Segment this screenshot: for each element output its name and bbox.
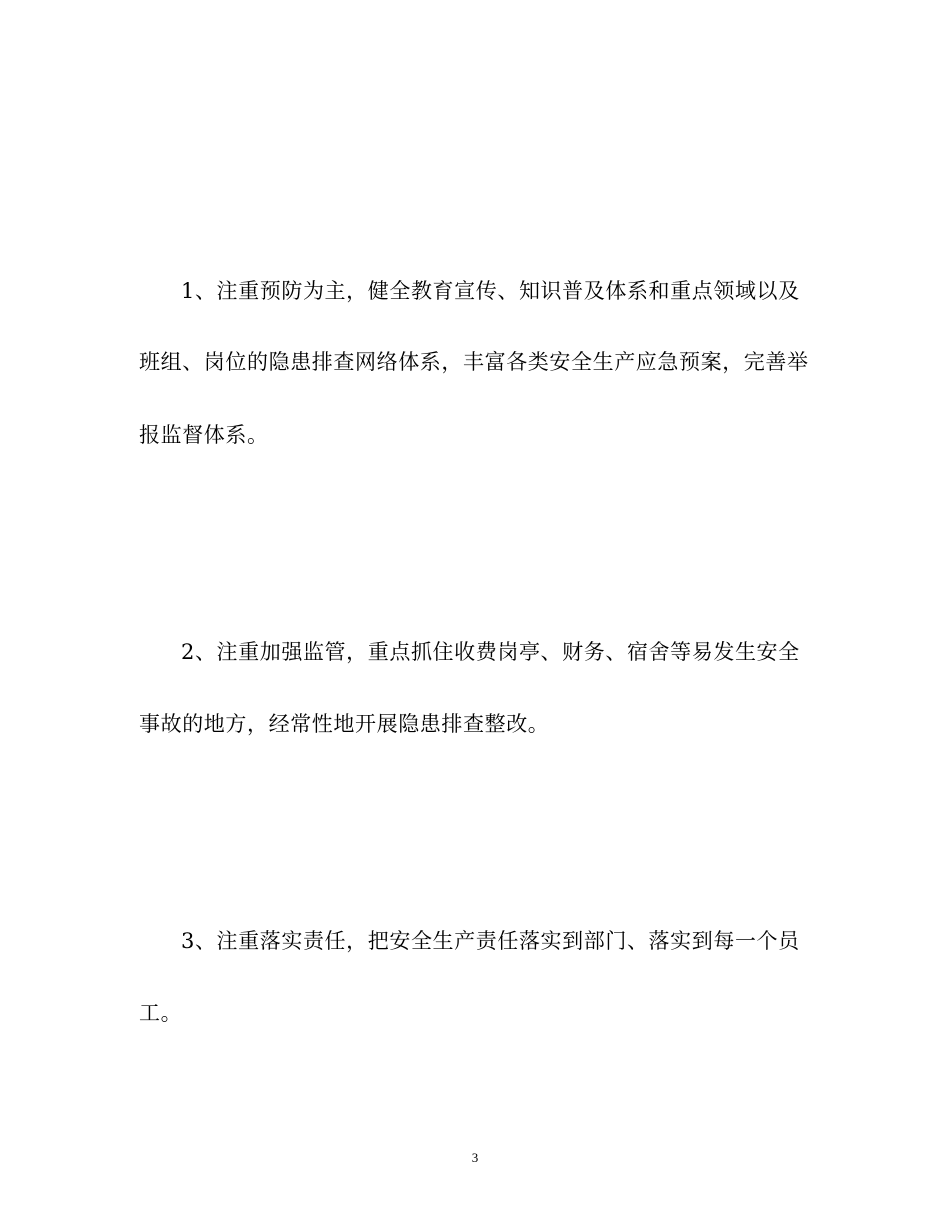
paragraph-line: 1、注重预防为主，健全教育宣传、知识普及体系和重点领域以及 xyxy=(181,279,800,303)
paragraph-line: 事故的地方，经常性地开展隐患排查整改。 xyxy=(139,712,550,736)
page-number: 3 xyxy=(471,1150,479,1165)
paragraph-line: 班组、岗位的隐患排查网络体系，丰富各类安全生产应急预案，完善举 xyxy=(139,350,809,374)
paragraph-line: 3、注重落实责任，把安全生产责任落实到部门、落实到每一个员 xyxy=(181,929,800,953)
paragraph-line: 报监督体系。 xyxy=(139,423,269,447)
paragraph-line: 工。 xyxy=(139,1001,183,1025)
paragraph-line: 2、注重加强监管，重点抓住收费岗亭、财务、宿舍等易发生安全 xyxy=(181,640,800,664)
